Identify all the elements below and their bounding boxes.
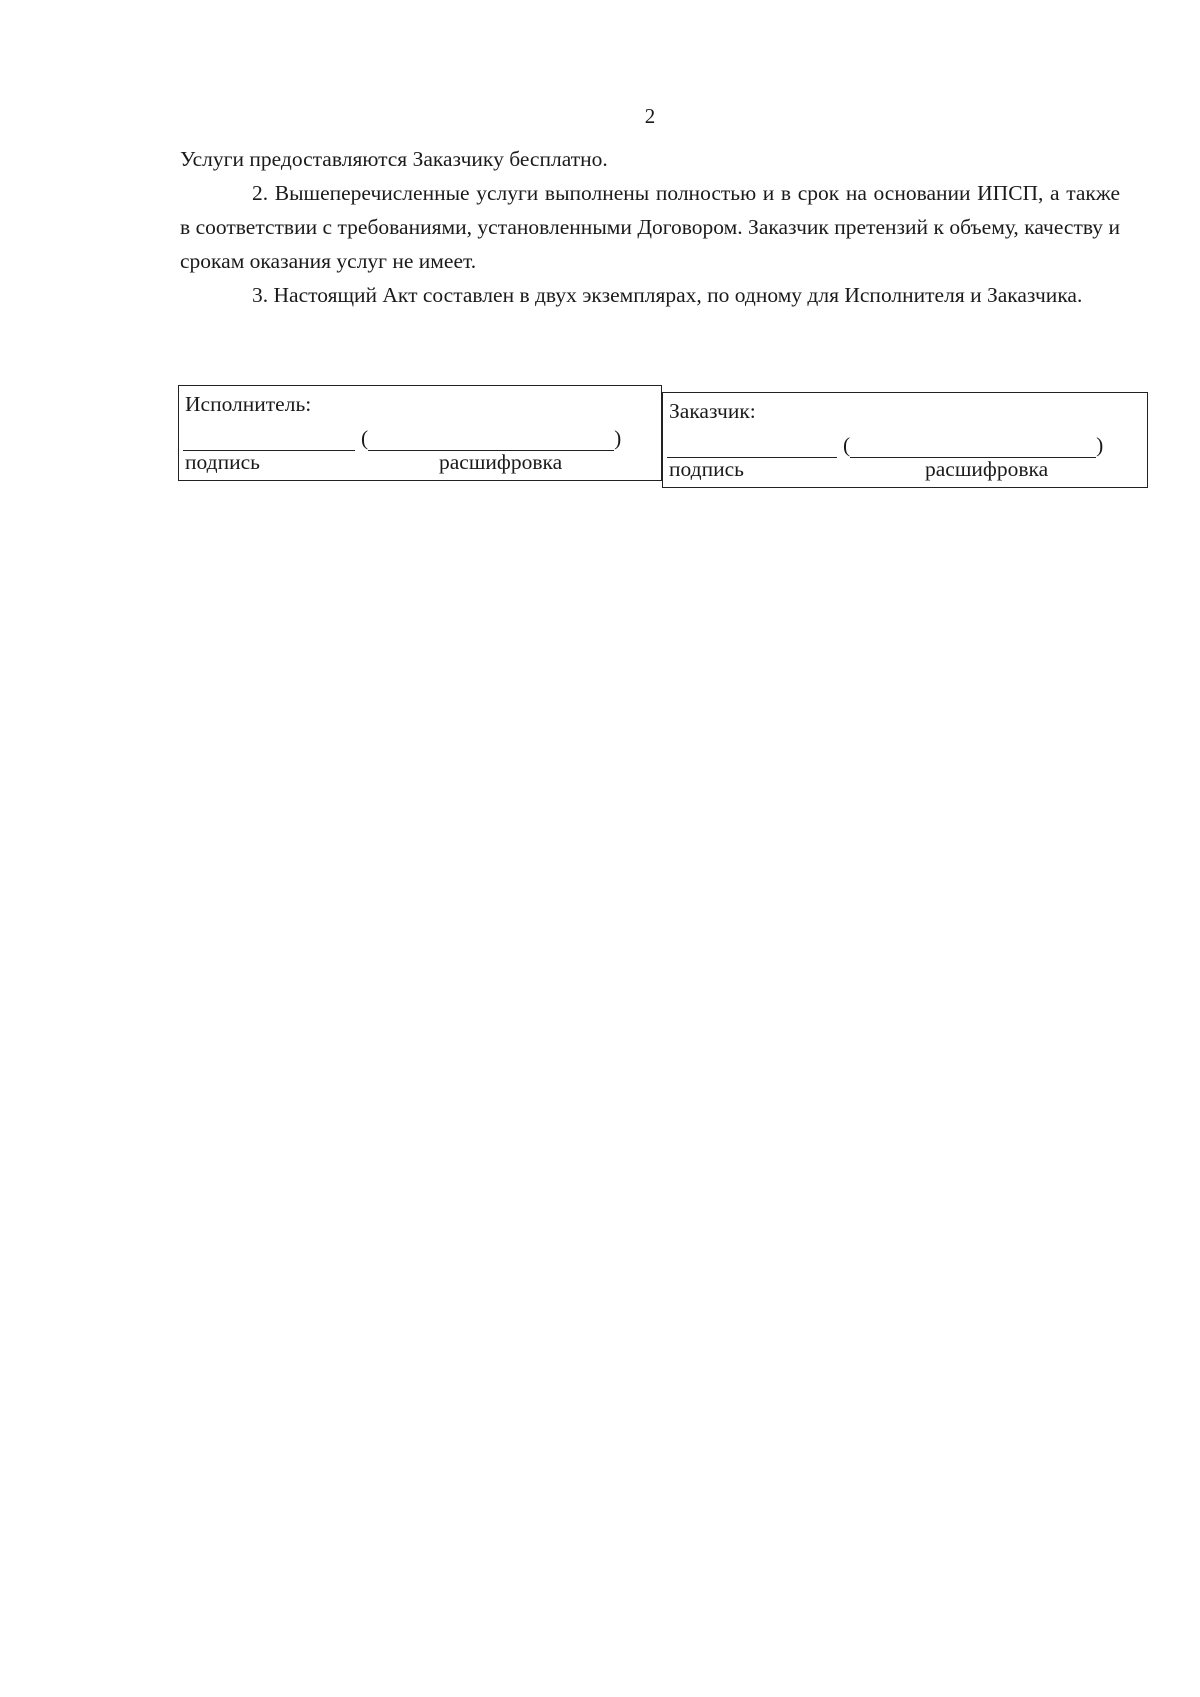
customer-signature-block <box>662 392 1148 488</box>
executor-signature-block <box>178 385 662 481</box>
executor-signature-blank <box>183 424 355 451</box>
customer-decoding-caption: расшифровка <box>925 457 1049 481</box>
customer-decoding-blank <box>850 431 1096 458</box>
executor-open-paren: ( <box>361 426 369 450</box>
document-body <box>180 142 1120 312</box>
customer-close-paren: ) <box>1096 433 1104 457</box>
customer-signature-blank <box>667 431 837 458</box>
executor-role-label: Исполнитель: <box>185 392 312 416</box>
customer-signature-line <box>667 431 1103 458</box>
customer-signature-caption: подпись <box>669 457 744 481</box>
executor-close-paren: ) <box>614 426 622 450</box>
executor-signature-line <box>183 424 621 451</box>
customer-open-paren: ( <box>843 433 851 457</box>
executor-decoding-caption: расшифровка <box>439 450 563 474</box>
page-number: 2 <box>644 104 656 128</box>
paragraph-1: Услуги предоставляются Заказчику бесплатно. <box>180 147 608 171</box>
executor-signature-caption: подпись <box>185 450 260 474</box>
executor-decoding-blank <box>368 424 614 451</box>
customer-role-label: Заказчик: <box>669 399 756 423</box>
paragraph-3: 3. Настоящий Акт составлен в двух экземплярах, по одному для Исполнителя и Заказчика. <box>252 283 1083 307</box>
paragraph-2: 2. Вышеперечисленные услуги выполнены полностью и в срок на основании ИПСП, а также в соответствии с требованиями, установленными Договором. Заказчик претензий к объему, качеству и срокам оказания услуг не имеет. <box>180 181 1120 273</box>
